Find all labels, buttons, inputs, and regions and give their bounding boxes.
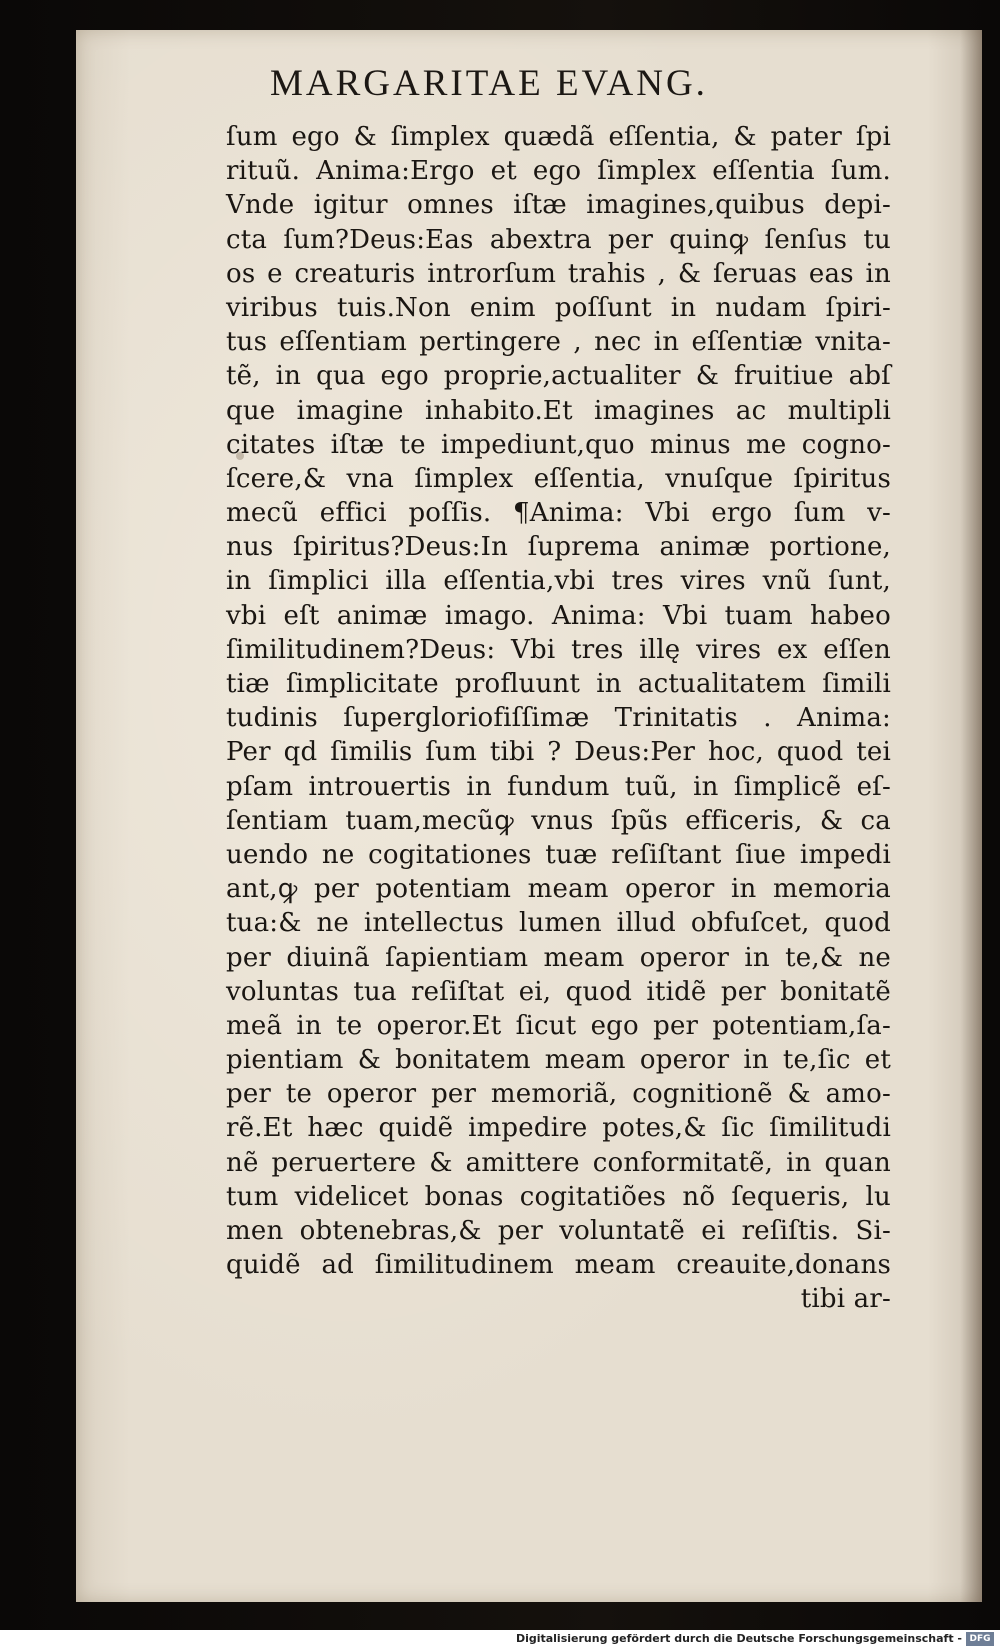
text-line: ſimilitudinem?Deus: Vbi tres illę vires ex eſſen [226,634,891,665]
text-line: citates iſtæ te impediunt,quo minus me cogno- [226,429,891,460]
text-line: pſam introuertis in fundum tuũ, in ſimplicẽ eſ- [226,771,891,802]
text-line: ant,ꝙ per potentiam meam operor in memoria [226,874,891,905]
text-line: que imagine inhabito.Et imagines ac multipli [226,395,891,426]
text-line: per diuinã ſapientiam meam operor in te,& ne [226,942,891,973]
body-text [226,120,891,1317]
text-line: ſum ego & ſimplex quædã eſſentia, & pater ſpi [226,122,891,152]
text-line: ſentiam tuam,mecũꝙ vnus ſpũs efficeris, & ca [226,805,891,836]
dfg-logo: DFG [966,1632,994,1646]
text-line: uendo ne cogitationes tuæ reſiſtant ſiue impedi [226,839,891,870]
running-title: MARGARITAE EVANG. [270,63,708,104]
page-shadow-edge [960,30,982,1602]
text-line: Per qd ſimilis ſum tibi ? Deus:Per hoc, quod tei [226,737,891,768]
text-line: meã in te operor.Et ſicut ego per potentiam,ſa- [226,1010,891,1041]
text-line: tus eſſentiam pertingere , nec in eſſentiæ vnita- [226,327,891,358]
text-line: pientiam & bonitatem meam operor in te,ſic et [226,1045,891,1076]
catchword: tibi ar- [800,1284,891,1315]
text-line: viribus tuis.Non enim poſſunt in nudam ſpiri- [226,292,891,323]
text-line: per te operor per memoriã, cognitionẽ & amo- [226,1079,891,1110]
text-line: ſcere,& vna ſimplex eſſentia, vnuſque ſpiritus [226,463,891,494]
text-line: cta ſum?Deus:Eas abextra per quinꝙ ſenſus tu [226,224,891,255]
text-line: vbi eſt animæ imago. Anima: Vbi tuam habeo [226,600,891,631]
text-line: voluntas tua reſiſtat ei, quod itidẽ per bonitatẽ [226,976,891,1007]
text-line: os e creaturis introrſum trahis , & ſeruas eas in [226,258,891,289]
text-line: quidẽ ad ſimilitudinem meam creauite,donans [226,1250,891,1281]
text-line: mecũ effici poſſis. ¶Anima: Vbi ergo ſum v- [226,498,891,529]
funding-note: Digitalisierung gefördert durch die Deutsche Forschungsgemeinschaft - [515,1632,962,1645]
text-line: Vnde igitur omnes iſtæ imagines,quibus depi- [226,190,891,221]
text-line: men obtenebras,& per voluntatẽ ei reſiſtis. Si- [226,1216,891,1246]
text-line: tua:& ne intellectus lumen illud obfuſcet, quod [226,908,891,939]
text-line: rituũ. Anima:Ergo et ego ſimplex eſſentia ſum. [226,156,891,187]
text-line: tum videlicet bonas cogitatiões nõ ſequeris, lu [226,1181,891,1212]
text-line: rẽ.Et hæc quidẽ impedire potes,& ſic ſimilitudi [226,1113,891,1144]
text-line: tiæ ſimplicitate profluunt in actualitatem ſimili [226,669,891,699]
text-line: in ſimplici illa eſſentia,vbi tres vires vnũ ſunt, [226,566,891,597]
text-line: tudinis ſupergloriofiſſimæ Trinitatis . Anima: [226,703,891,734]
text-line: tẽ, in qua ego proprie,actualiter & fruitiue abſ [226,361,891,392]
text-line: nẽ peruertere & amittere conformitatẽ, in quan [226,1147,891,1178]
text-line: nus ſpiritus?Deus:In ſuprema animæ portione, [226,532,891,563]
